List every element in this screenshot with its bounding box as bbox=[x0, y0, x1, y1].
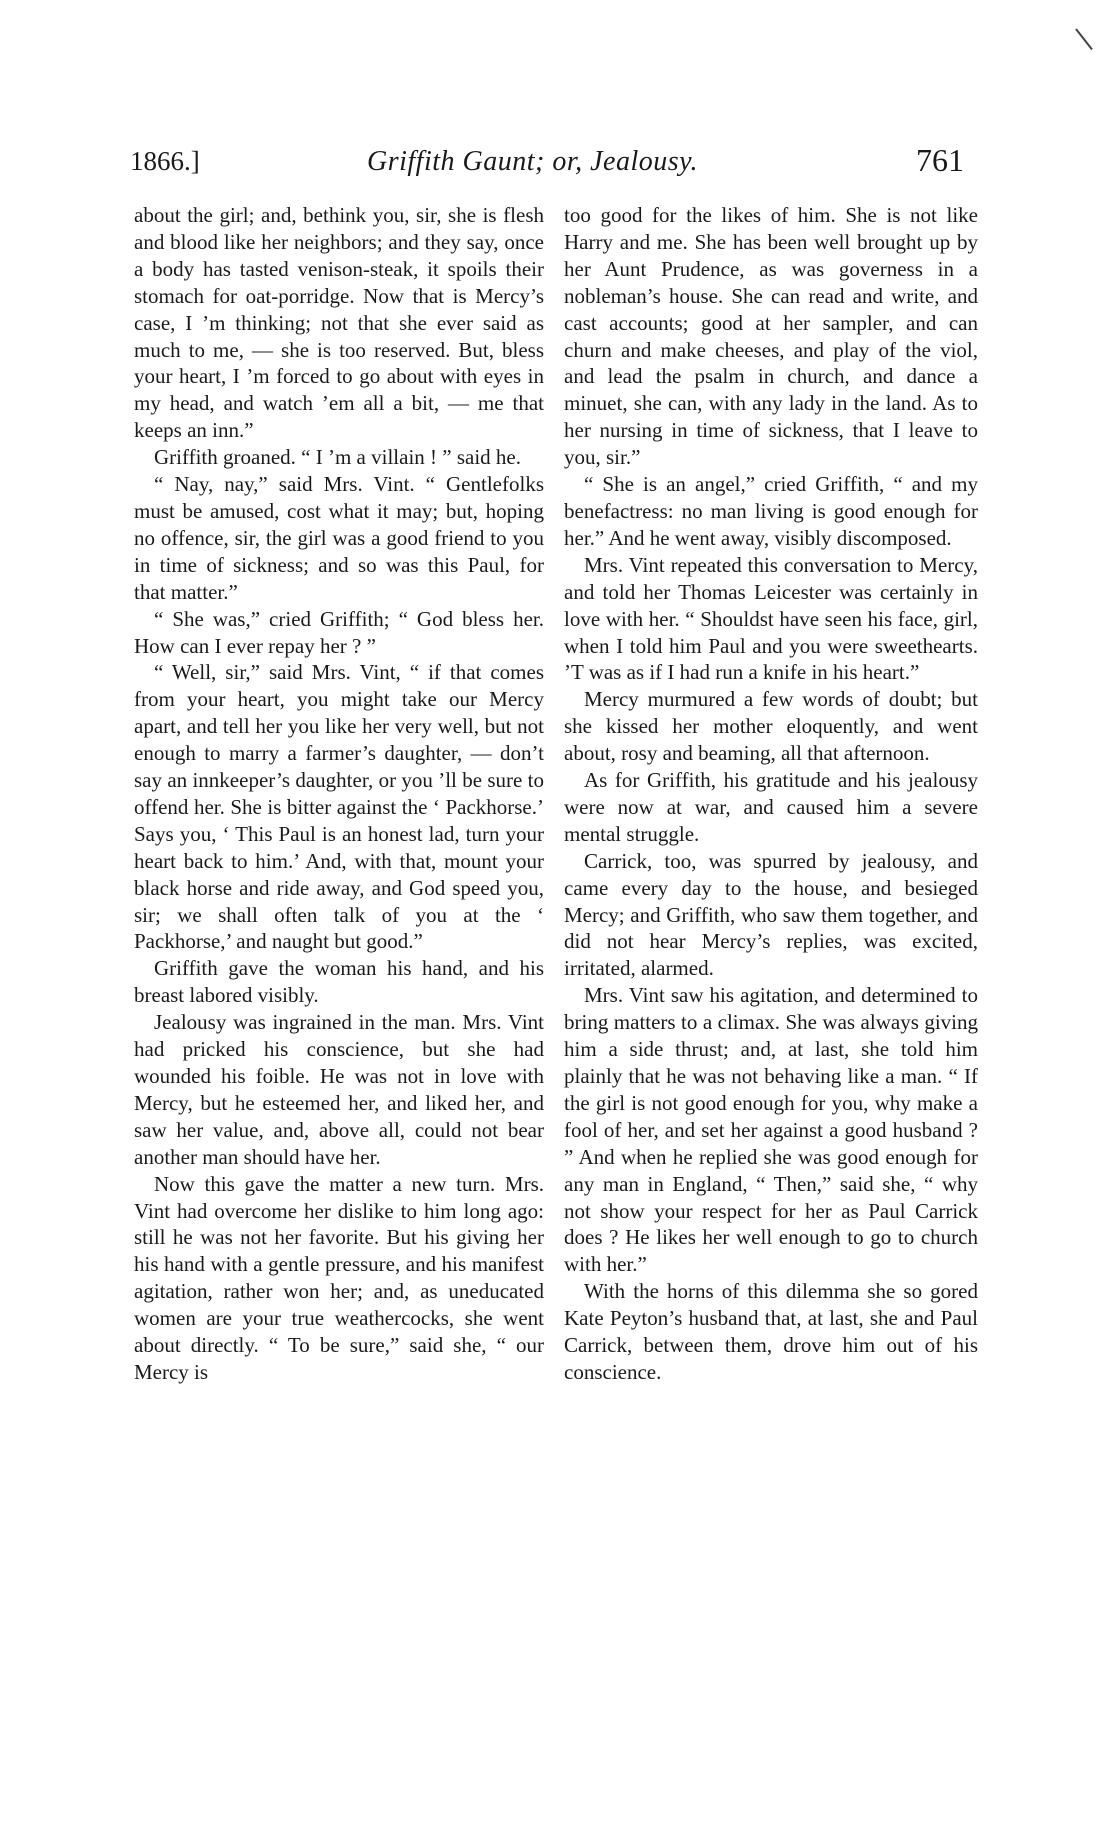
paragraph: With the horns of this dilemma she so gored Kate Peyton’s husband that, at last, she and Paul Carrick, between them, drove him out of his conscience. bbox=[564, 1279, 978, 1384]
paragraph: Jealousy was ingrained in the man. Mrs. Vint had pricked his conscience, but she had wounded his foible. He was not in love with Mercy, but he esteemed her, and liked her, and saw her value, and, above all, could not bear another man should have her. bbox=[134, 1010, 544, 1169]
paragraph: Mrs. Vint repeated this conversation to Mercy, and told her Thomas Leicester was certainly in love with her. “ Shouldst have seen his face, girl, when I told him Paul and you were sweethearts. ’T was as if I had run a knife in his heart.” bbox=[564, 552, 978, 685]
paragraph: Mrs. Vint saw his agitation, and determined to bring matters to a climax. She was always giving him a side thrust; and, at last, she told him plainly that he was not behaving like a man. “ If the girl is not good enough for you, why make a fool of her, and set her against a good husband ? ” And when he replied she was good enough for any man in England, “ Then,” said she, “ why not show your respect for her as Paul Carrick does ? He likes her well enough to go to church with her.” bbox=[564, 983, 978, 1277]
paragraph: about the girl; and, bethink you, sir, she is flesh and blood like her neighbors; and they say, once a body has tasted venison-steak, it spoils their stomach for oat-porridge. Now that is Mercy’s case, I ’m thinking; not that she ever said as much to me, — she is too reserved. But, bless your heart, I ’m forced to go about with eyes in my head, and watch ’em all a bit, — me that keeps an inn.” bbox=[134, 203, 544, 443]
paragraph: “ She is an angel,” cried Griffith, “ and my benefactress: no man living is good enough for her.” And he went away, visibly discomposed. bbox=[564, 472, 978, 550]
left-column bbox=[134, 202, 544, 1386]
page-number: 761 bbox=[916, 142, 964, 178]
running-header bbox=[130, 142, 964, 186]
paragraph: Griffith gave the woman his hand, and his breast labored visibly. bbox=[134, 956, 544, 1008]
paragraph: Now this gave the matter a new turn. Mrs. Vint had overcome her dislike to him long ago: still he was not her favorite. But his giving her his hand with a gentle pressure, and his manifest agitation, rather won her; and, as uneducated women are your true weathercocks, she went about directly. “ To be sure,” said she, “ our Mercy is bbox=[134, 1171, 544, 1384]
header-year: 1866.] bbox=[130, 146, 200, 176]
paragraph: Carrick, too, was spurred by jealousy, and came every day to the house, and besieged Mercy; and Griffith, who saw them together, and did not hear Mercy’s replies, was excited, irritated, alarmed. bbox=[564, 848, 978, 981]
header-title: Griffith Gaunt; or, Jealousy. bbox=[367, 146, 699, 177]
paragraph: “ She was,” cried Griffith; “ God bless her. How can I ever repay her ? ” bbox=[134, 606, 544, 658]
margin-pen-mark bbox=[1075, 28, 1093, 50]
paragraph: Mercy murmured a few words of doubt; but she kissed her mother eloquently, and went about, rosy and beaming, all that afternoon. bbox=[564, 687, 978, 766]
paragraph: “ Nay, nay,” said Mrs. Vint. “ Gentlefolks must be amused, cost what it may; but, hoping no offence, sir, the girl was a good friend to you in time of sickness; and so was this Paul, for that matter.” bbox=[134, 472, 544, 604]
paragraph: Griffith groaned. “ I ’m a villain ! ” said he. bbox=[154, 445, 521, 470]
paragraph: too good for the likes of him. She is not like Harry and me. She has been well brought up by her Aunt Prudence, as was governess in a nobleman’s house. She can read and write, and cast accounts; good at her sampler, and can churn and make cheeses, and play of the viol, and lead the psalm in church, and dance a minuet, she can, with any lady in the land. As to her nursing in time of sickness, that I leave to you, sir.” bbox=[564, 203, 978, 470]
paragraph: As for Griffith, his gratitude and his jealousy were now at war, and caused him a severe mental struggle. bbox=[564, 768, 978, 846]
paragraph: “ Well, sir,” said Mrs. Vint, “ if that comes from your heart, you might take our Mercy apart, and tell her you like her very well, but not enough to marry a farmer’s daughter, — don’t say an innkeeper’s daughter, or you ’ll be sure to offend her. She is bitter against the ‘ Packhorse.’ Says you, ‘ This Paul is an honest lad, turn your heart back to him.’ And, with that, mount your black horse and ride away, and God speed you, sir; we shall often talk of you at the ‘ Packhorse,’ and naught but good.” bbox=[134, 660, 544, 954]
right-column bbox=[564, 202, 978, 1386]
